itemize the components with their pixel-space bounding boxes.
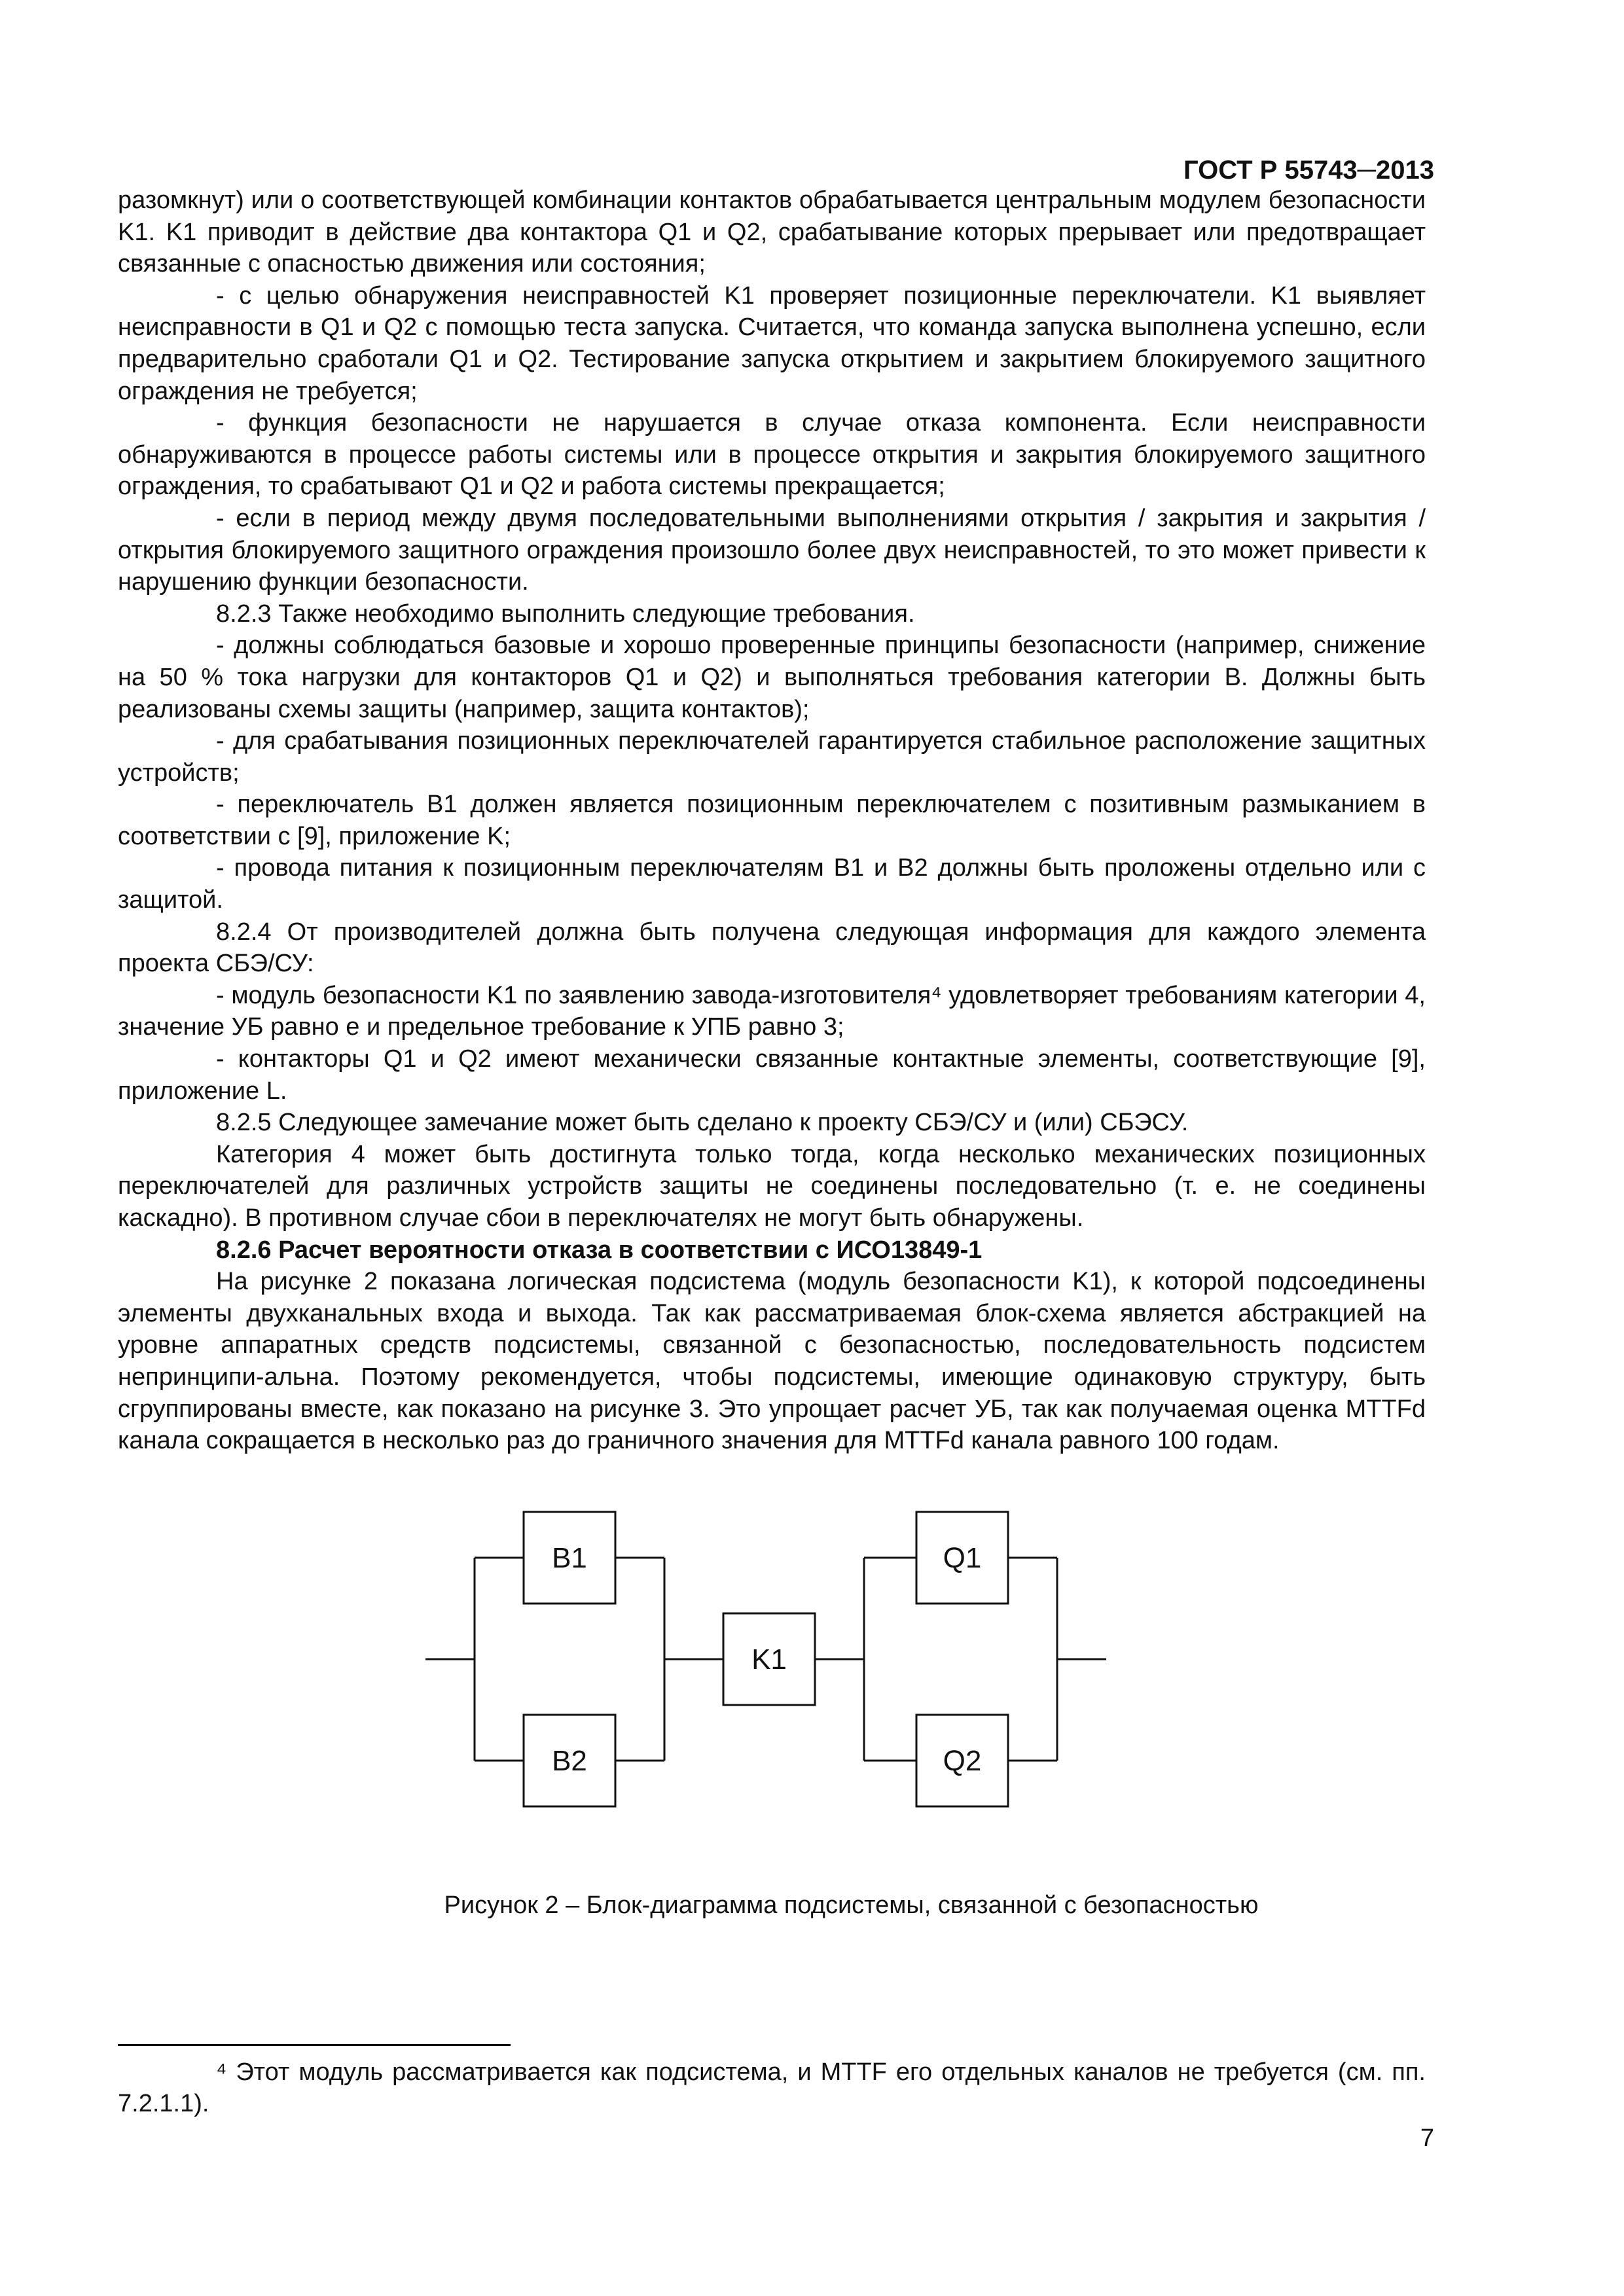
paragraph: - контакторы Q1 и Q2 имеют механически связанные контактные элементы, соответствующие [9], приложение L. bbox=[118, 1045, 1426, 1105]
section-heading: 8.2.6 Расчет вероятности отказа в соответствии с ИСО13849-1 bbox=[216, 1236, 983, 1264]
page-number: 7 bbox=[1420, 2125, 1434, 2152]
paragraph: 8.2.4 От производителей должна быть получена следующая информация для каждого элемента проекта СБЭ/СУ: bbox=[118, 918, 1426, 978]
block-b1-label: B1 bbox=[552, 1542, 587, 1574]
block-b2-label: B2 bbox=[552, 1745, 587, 1777]
footnote bbox=[118, 2056, 1426, 2119]
paragraph: разомкнут) или о соответствующей комбинации контактов обрабатывается центральным модулем безопасности K1. K1 приводит в действие два контактора Q1 и Q2, срабатывание которых прерывает или предотвращает связанные с опасностью движения или состояния; bbox=[118, 187, 1426, 278]
paragraph: - модуль безопасности K1 по заявлению завода-изготовителя⁴ удовлетворяет требованиям категории 4, значение УБ равно e и предельное требование к УПБ равно 3; bbox=[118, 981, 1426, 1041]
block-k1-label: K1 bbox=[751, 1643, 787, 1676]
paragraph: - переключатель B1 должен является позиционным переключателем с позитивным размыканием в соответствии с [9], приложение K; bbox=[118, 791, 1426, 850]
paragraph: На рисунке 2 показана логическая подсистема (модуль безопасности K1), к которой подсоединены элементы двухканальных входа и выхода. Так как рассматриваемая блок-схема является абстракцией на уровне аппаратных средств подсистемы, связанной с безопасностью, последовательность подсистем непринципи-альна. Поэтому рекомендуется, чтобы подсистемы, имеющие одинаковую структуру, быть сгруппированы вместе, как показано на рисунке 3. Это упрощает расчет УБ, так как получаемая оценка MTTFd канала сокращается в несколько раз до граничного значения для MTTFd канала равного 100 годам. bbox=[118, 1268, 1426, 1455]
document-body bbox=[118, 185, 1426, 1457]
footnote-text: ⁴ Этот модуль рассматривается как подсистема, и MTTF его отдельных каналов не требуется (см. пп. 7.2.1.1). bbox=[118, 2058, 1426, 2117]
paragraph: 8.2.3 Также необходимо выполнить следующие требования. bbox=[216, 600, 915, 628]
paragraph: 8.2.5 Следующее замечание может быть сделано к проекту СБЭ/СУ и (или) СБЭСУ. bbox=[216, 1109, 1189, 1137]
page-header: ГОСТ Р 55743─2013 bbox=[1183, 156, 1434, 185]
paragraph: - для срабатывания позиционных переключателей гарантируется стабильное расположение защитных устройств; bbox=[118, 727, 1426, 787]
footnote-separator bbox=[118, 2044, 511, 2046]
block-diagram bbox=[419, 1509, 1113, 1810]
paragraph: - должны соблюдаться базовые и хорошо проверенные принципы безопасности (например, снижение на 50 % тока нагрузки для контакторов Q1 и Q2) и выполняться требования категории B. Должны быть реализованы схемы защиты (например, защита контактов); bbox=[118, 632, 1426, 723]
paragraph: Категория 4 может быть достигнута только тогда, когда несколько механических позиционных переключателей для различных устройств защиты не соединены последовательно (т. е. не соединены каскадно). В противном случае сбои в переключателях не могут быть обнаружены. bbox=[118, 1140, 1426, 1232]
paragraph: - функция безопасности не нарушается в случае отказа компонента. Если неисправности обнаруживаются в процессе работы системы или в процессе открытия и закрытия блокируемого защитного ограждения, то срабатывают Q1 и Q2 и работа системы прекращается; bbox=[118, 409, 1426, 501]
block-q1-label: Q1 bbox=[943, 1542, 982, 1574]
paragraph: - провода питания к позиционным переключателям B1 и B2 должны быть проложены отдельно или с защитой. bbox=[118, 854, 1426, 914]
block-q2-label: Q2 bbox=[943, 1745, 982, 1777]
paragraph: - с целью обнаружения неисправностей K1 проверяет позиционные переключатели. K1 выявляет неисправности в Q1 и Q2 с помощью теста запуска. Считается, что команда запуска выполнена успешно, если предварительно сработали Q1 и Q2. Тестирование запуска открытием и закрытием блокируемого защитного ограждения не требуется; bbox=[118, 281, 1426, 405]
figure-caption: Рисунок 2 – Блок-диаграмма подсистемы, связанной с безопасностью bbox=[444, 1892, 1259, 1919]
paragraph: - если в период между двумя последовательными выполнениями открытия / закрытия и закрытия / открытия блокируемого защитного ограждения произошло более двух неисправностей, то это может привести к нарушению функции безопасности. bbox=[118, 504, 1426, 596]
